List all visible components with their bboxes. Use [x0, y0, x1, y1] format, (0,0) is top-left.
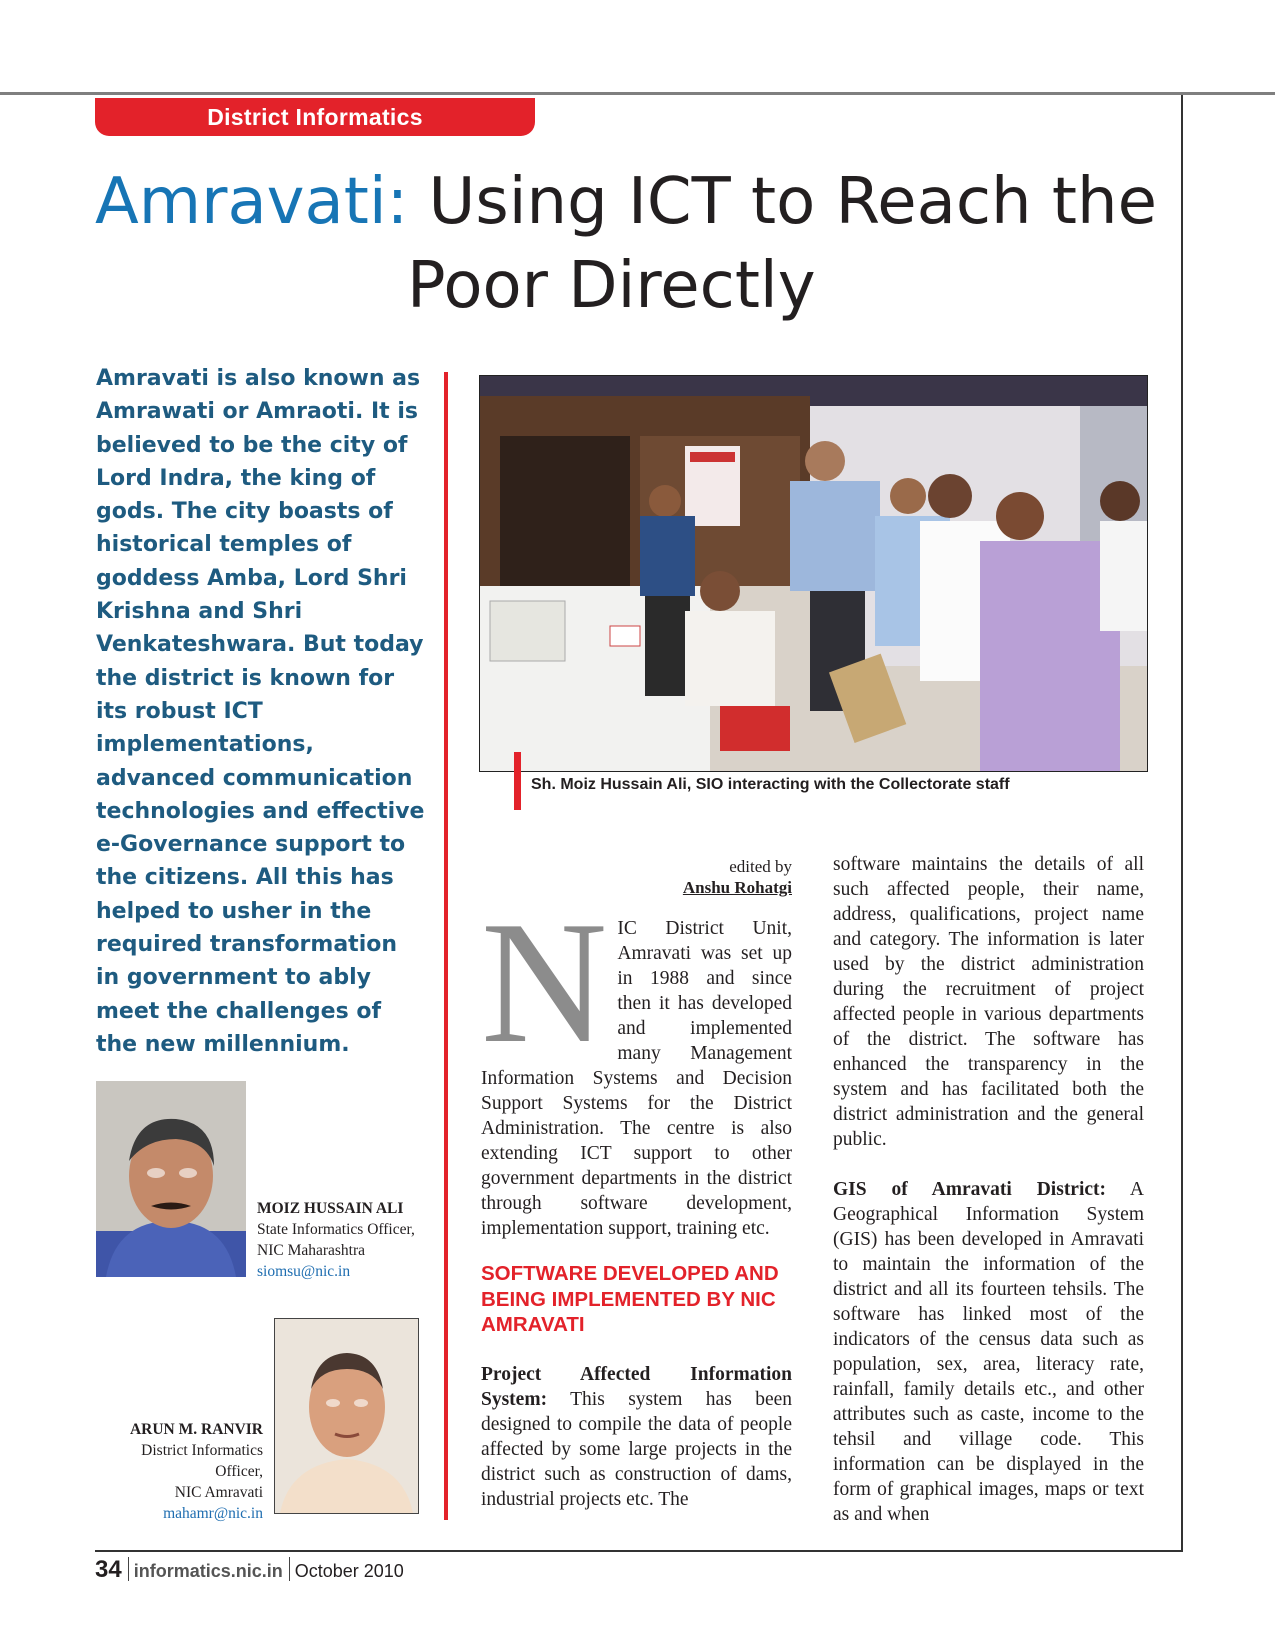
title-line-1: [95, 160, 1175, 244]
page-number: 34: [95, 1556, 122, 1583]
pais-heading: Project Affected Information System:: [481, 1363, 792, 1410]
byline-editor: Anshu Rohatgi: [682, 878, 792, 897]
drop-cap: N: [481, 885, 608, 1079]
author-org: NIC Maharashtra: [257, 1242, 366, 1259]
footer-issue: October 2010: [294, 1561, 404, 1581]
intro-standfirst: Amravati is also known as Amrawati or Amraoti. It is believed to be the city of Lord Indra, the king of gods. The city boasts of historical temples of goddess Amba, Lord Shri Krishna and Shri Venkateshwara. But today the district is known for its robust ICT implementations, advanced communication technologies and effective e-Governance support to the citizens. All this has helped to usher in the required transformation in government to ably meet the challenges of the new millennium.: [96, 366, 425, 1057]
author-photo-arun: [274, 1318, 419, 1514]
section-subheading: SOFTWARE DEVELOPED AND BEING IMPLEMENTED BY NIC AMRAVATI: [481, 1262, 779, 1336]
gis-text: A Geographical Information System (GIS) has been developed in Amravati to maintain the information of the district and all its fourteen tehsils. The software has linked most of the indicators of the census data such as population, sex, area, literacy rate, rainfall, family details etc., and other attributes such as caste, income to the tehsil and village code. This information can be displayed in the form of graphical images, maps or text as and when: [833, 1179, 1144, 1525]
footer-site[interactable]: informatics.nic.in: [133, 1561, 283, 1581]
author-role: District Informatics: [141, 1442, 263, 1459]
photo-caption: Sh. Moiz Hussain Ali, SIO interacting with the Collectorate staff: [531, 776, 1010, 793]
right-rule: [1181, 95, 1183, 1552]
article-photo: [479, 375, 1148, 772]
gis-paragraph: [833, 1177, 1144, 1527]
author-name: MOIZ HUSSAIN ALI: [257, 1200, 404, 1217]
article-column-2: [833, 852, 1144, 1552]
author-role-cont: Officer,: [215, 1463, 263, 1480]
pais-text: This system has been designed to compile the data of people affected by some large projects in the district such as construction of dams, industrial projects etc. The: [481, 1388, 792, 1510]
top-rule: [0, 92, 1275, 95]
gis-heading: GIS of Amravati District:: [833, 1179, 1107, 1200]
author-photo-moiz: [96, 1081, 246, 1277]
pais-paragraph: [481, 1362, 792, 1512]
page-footer: [95, 1555, 404, 1583]
author-email[interactable]: siomsu@nic.in: [257, 1263, 351, 1280]
author-name: ARUN M. RANVIR: [129, 1421, 263, 1438]
footer-separator: [289, 1557, 290, 1581]
article-column-1: [481, 856, 792, 1512]
title-line-2: Poor Directly: [407, 249, 816, 323]
article-intro-text: IC District Unit, Amravati was set up in 1988 and since then it has developed and implemented many Management Information Systems and Decision Support Systems for the District Administration. The centre is also extending ICT support to other government departments in the district through software development, implementation support, training etc.: [481, 918, 792, 1239]
section-tab: District Informatics: [95, 98, 535, 136]
red-column-rule: [444, 372, 448, 1520]
author-card-arun: [95, 1419, 263, 1524]
caption-bar: [514, 752, 521, 810]
author-org: NIC Amravati: [174, 1484, 263, 1501]
author-email[interactable]: mahamr@nic.in: [163, 1505, 263, 1522]
title-highlight: Amravati:: [95, 165, 409, 239]
page-title: [95, 160, 1175, 328]
footer-separator: [128, 1557, 129, 1581]
author-card-moiz: [257, 1198, 457, 1282]
pais-continued: software maintains the details of all such affected people, their name, address, qualifications, project name and category. The information is later used by the district administration during the recruitment of project affected people in various departments of the district. The software has enhanced the transparency in the system and has facilitated both the district administration and the general public.: [833, 854, 1144, 1150]
title-main: Using ICT to Reach the: [428, 165, 1157, 239]
byline-prefix: edited by: [729, 857, 792, 876]
author-role: State Informatics Officer,: [257, 1221, 415, 1238]
